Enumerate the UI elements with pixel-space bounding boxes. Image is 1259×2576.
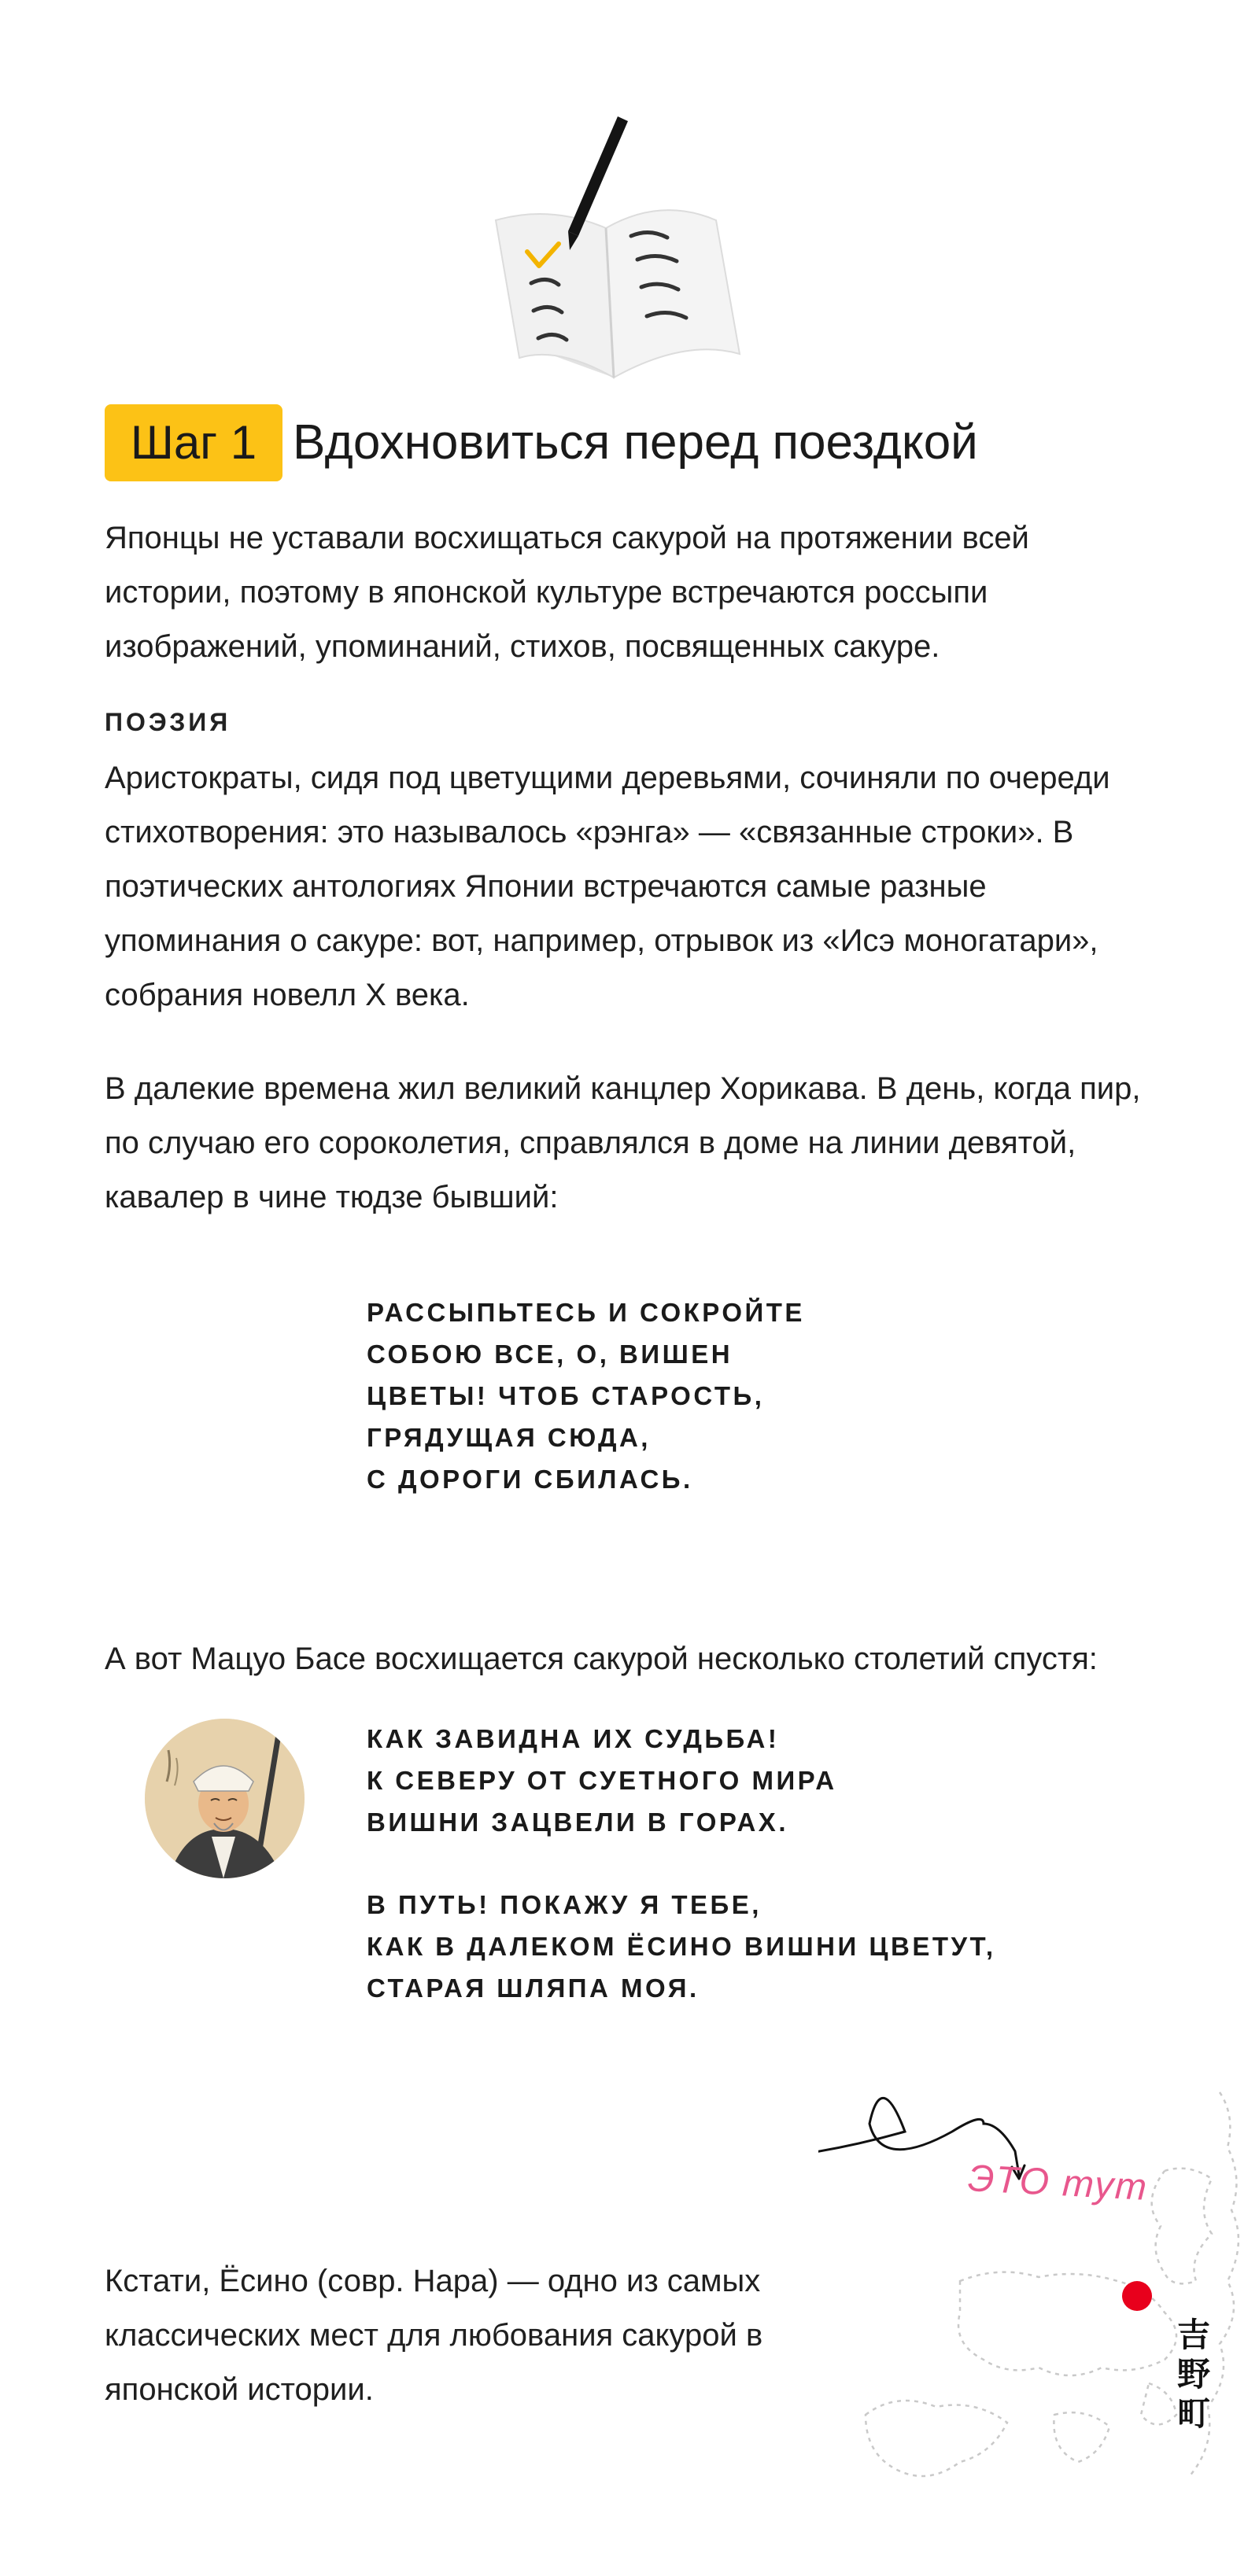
- step-badge: Шаг 1: [105, 404, 282, 481]
- poem-line: ВИШНИ ЗАЦВЕЛИ В ГОРАХ.: [367, 1808, 788, 1837]
- poem-line: ГРЯДУЩАЯ СЮДА,: [367, 1423, 651, 1452]
- kanji-char: 町: [1176, 2395, 1210, 2432]
- japan-map-icon: [818, 2077, 1259, 2517]
- poetry-paragraph: Аристократы, сидя под цветущими деревьями, сочиняли по очереди стихотворения: это называлось «рэнга» — «связанные строки». В поэтических антологиях Японии встречаются самые разные упоминания о сакуре: вот, например, отрывок из «Исэ моногатари», собрания новелл X века.: [105, 761, 1110, 1012]
- horikawa-paragraph: В далекие времена жил великий канцлер Хорикава. В день, когда пир, по случаю его сороколетия, справлялся в доме на линии девятой, кавалер в чине тюдзе бывший:: [105, 1071, 1141, 1214]
- basho-paragraph: А вот Мацуо Басе восхищается сакурой несколько столетий спустя:: [105, 1642, 1098, 1676]
- basho-portrait: [145, 1719, 305, 1878]
- page-title: Вдохновиться перед поездкой: [293, 415, 978, 470]
- poem-line: С ДОРОГИ СБИЛАСЬ.: [367, 1465, 693, 1494]
- intro-paragraph: Японцы не уставали восхищаться сакурой на протяжении всей истории, поэтому в японской культуре встречаются россыпи изображений, упоминаний, стихов, посвященных сакуре.: [105, 521, 1029, 664]
- yoshino-paragraph: Кстати, Ёсино (совр. Нара) — одно из самых классических мест для любования сакурой в японской истории.: [105, 2264, 763, 2407]
- poem-line: ЦВЕТЫ! ЧТОБ СТАРОСТЬ,: [367, 1381, 765, 1410]
- section-label-poetry: ПОЭЗИЯ: [105, 708, 231, 736]
- book-pen-icon: [480, 110, 763, 393]
- map-kanji-label: [1174, 2316, 1213, 2434]
- poem-line: В ПУТЬ! ПОКАЖУ Я ТЕБЕ,: [367, 1890, 762, 1919]
- poem-line: КАК ЗАВИДНА ИХ СУДЬБА!: [367, 1724, 780, 1753]
- poem-ise: [367, 1292, 805, 1500]
- poem-basho-1: [367, 1718, 837, 1843]
- poem-line: СОБОЮ ВСЕ, О, ВИШЕН: [367, 1340, 733, 1369]
- poem-line: РАССЫПЬТЕСЬ И СОКРОЙТЕ: [367, 1298, 805, 1327]
- kanji-char: 吉: [1176, 2316, 1210, 2353]
- poem-line: СТАРАЯ ШЛЯПА МОЯ.: [367, 1973, 700, 2003]
- poem-line: КАК В ДАЛЕКОМ ЁСИНО ВИШНИ ЦВЕТУТ,: [367, 1932, 996, 1961]
- poem-line: К СЕВЕРУ ОТ СУЕТНОГО МИРА: [367, 1766, 837, 1795]
- map-label: ЭТО тут: [966, 2158, 1150, 2209]
- kanji-char: 野: [1176, 2356, 1210, 2393]
- poem-basho-2: [367, 1884, 996, 2009]
